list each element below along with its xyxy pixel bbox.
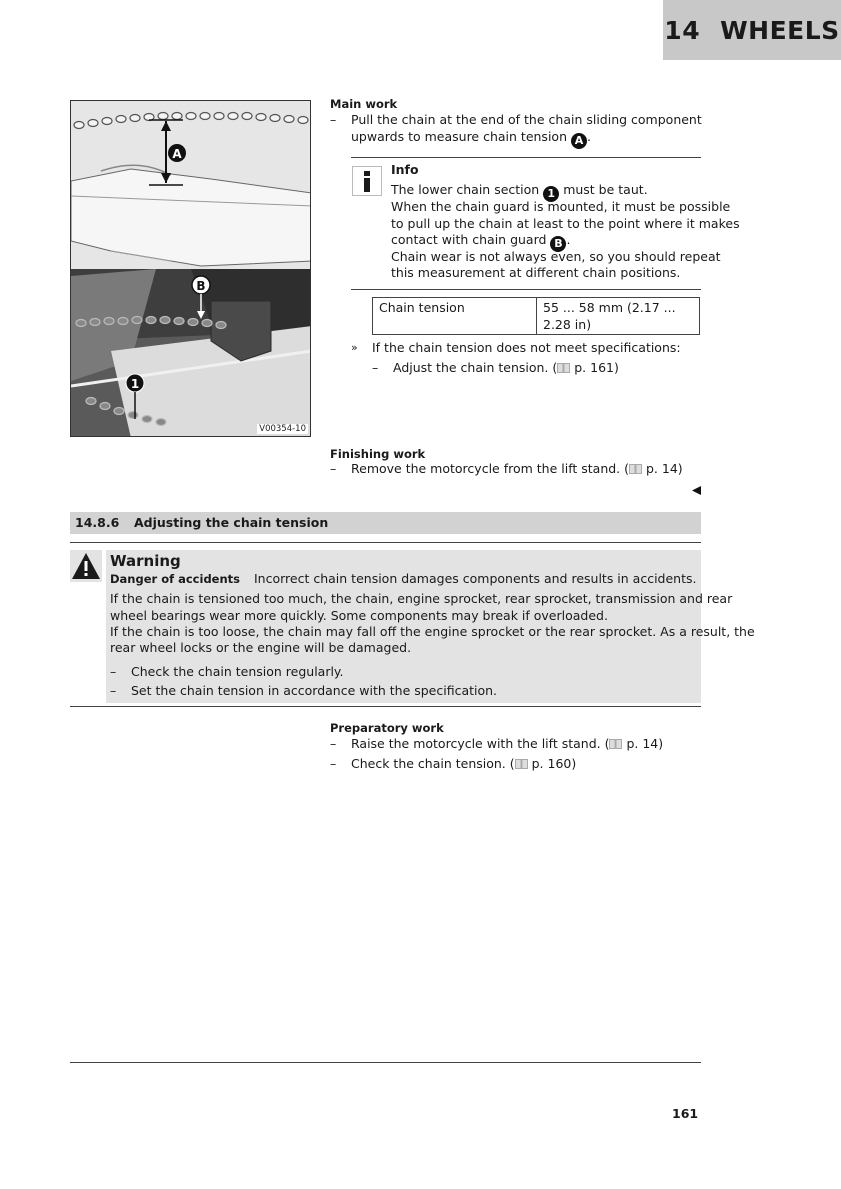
main-work-heading: Main work	[330, 97, 398, 111]
badge-1: 1	[543, 186, 559, 202]
book-icon	[515, 759, 528, 769]
section-rule	[70, 542, 701, 543]
callout-a: A	[172, 147, 182, 161]
book-icon	[629, 464, 642, 474]
warning-rule	[70, 706, 701, 707]
danger-label: Danger of accidents	[110, 572, 241, 586]
end-marker-icon	[692, 486, 701, 495]
spec-label: Chain tension	[373, 298, 537, 334]
spec-value-line2: 2.28 in)	[543, 316, 592, 332]
danger-text: Incorrect chain tension damages components and results in accidents.	[254, 571, 697, 586]
condition-action[interactable]	[393, 360, 619, 377]
preparatory-step2-dash: –	[330, 756, 337, 771]
warning-danger-line	[110, 571, 696, 588]
callout-1: 1	[130, 377, 140, 391]
spec-value	[537, 298, 699, 334]
footer-rule	[70, 1062, 701, 1063]
chapter-title: WHEELS	[720, 15, 840, 45]
info-line3: to pull up the chain at least to the point where it makes	[391, 216, 740, 231]
section-title: Adjusting the chain tension	[134, 515, 329, 530]
info-line4: contact with chain guard B .	[391, 232, 571, 250]
finishing-work-heading: Finishing work	[330, 447, 426, 461]
condition-action-text: Adjust the chain tension. (	[393, 360, 558, 375]
preparatory-step1-dash: –	[330, 736, 337, 751]
preparatory-step1-ref: p. 14)	[626, 736, 664, 751]
warning-item2-dash: –	[110, 683, 117, 698]
warning-item2: Set the chain tension in accordance with the specification.	[131, 683, 498, 698]
preparatory-step1-text: Raise the motorcycle with the lift stand. (	[351, 736, 610, 751]
warning-p4: rear wheel locks or the engine will be damaged.	[110, 640, 412, 655]
chain-tension-figure	[70, 100, 311, 437]
preparatory-step1[interactable]	[351, 736, 663, 753]
section-number: 14.8.6	[75, 515, 120, 530]
chapter-tab	[663, 0, 841, 60]
badge-a: A	[571, 133, 587, 149]
warning-triangle-icon	[70, 550, 102, 582]
info-line6: this measurement at different chain positions.	[391, 265, 681, 280]
preparatory-step2-ref: p. 160)	[531, 756, 577, 771]
warning-p3: If the chain is too loose, the chain may fall off the engine sprocket or the rear sprocket. As a result, the	[110, 624, 755, 639]
page-number: 161	[672, 1106, 699, 1121]
badge-b: B	[550, 236, 566, 252]
chain-photo-illustration	[71, 101, 311, 437]
info-line1-pre: The lower chain section	[391, 182, 540, 197]
condition-text: If the chain tension does not meet specifications:	[372, 340, 681, 355]
book-icon	[609, 739, 622, 749]
book-icon	[557, 363, 570, 373]
main-work-step-line1: Pull the chain at the end of the chain sliding component	[351, 112, 702, 127]
finishing-work-dash: –	[330, 461, 337, 476]
finishing-work-step-text: Remove the motorcycle from the lift stand. (	[351, 461, 630, 476]
info-line4-pre: contact with chain guard	[391, 232, 547, 247]
info-line2: When the chain guard is mounted, it must be possible	[391, 199, 731, 214]
finishing-work-step[interactable]	[351, 461, 683, 478]
info-top-rule	[351, 157, 701, 158]
finishing-work-step-ref: p. 14)	[646, 461, 683, 476]
condition-action-ref: p. 161)	[574, 360, 619, 375]
figure-code: V00354-10	[259, 424, 306, 434]
chain-tension-spec-table	[372, 297, 700, 335]
preparatory-work-heading: Preparatory work	[330, 721, 444, 735]
condition-action-dash: –	[372, 360, 379, 375]
condition-marker: »	[351, 341, 358, 354]
callout-b: B	[196, 279, 206, 293]
section-heading-bar	[70, 512, 701, 534]
info-line5: Chain wear is not always even, so you should repeat	[391, 249, 721, 264]
info-bottom-rule	[351, 289, 701, 290]
warning-p1: If the chain is tensioned too much, the chain, engine sprocket, rear sprocket, transmission and rear	[110, 591, 733, 606]
warning-title: Warning	[110, 552, 181, 570]
info-line1-post: must be taut.	[563, 182, 648, 197]
main-work-dash: –	[330, 112, 337, 127]
info-title: Info	[391, 162, 419, 177]
chapter-number: 14	[664, 15, 701, 45]
preparatory-step2[interactable]	[351, 756, 576, 773]
warning-item1: Check the chain tension regularly.	[131, 664, 344, 679]
info-icon	[352, 166, 382, 196]
preparatory-step2-text: Check the chain tension. (	[351, 756, 515, 771]
warning-item1-dash: –	[110, 664, 117, 679]
main-work-step-text: upwards to measure chain tension	[351, 129, 567, 144]
main-work-step-line2: upwards to measure chain tension A .	[351, 129, 591, 147]
warning-p2: wheel bearings wear more quickly. Some components may break if overloaded.	[110, 608, 608, 623]
spec-value-line1: 55 ... 58 mm (2.17 ...	[543, 300, 676, 315]
